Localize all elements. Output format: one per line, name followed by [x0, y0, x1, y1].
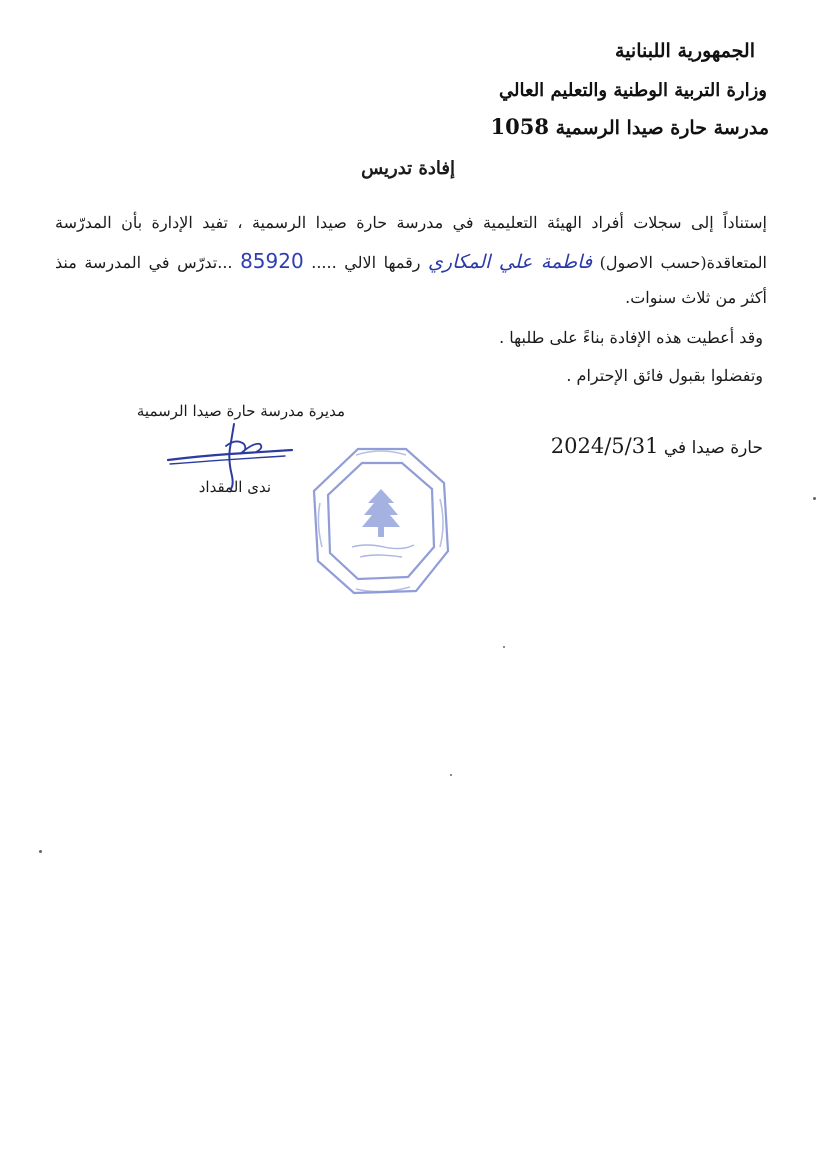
handwritten-signature [160, 420, 300, 490]
director-name: ندى المقداد [198, 478, 271, 496]
country-heading: الجمهورية اللبنانية [615, 40, 755, 62]
scan-speck [813, 497, 816, 500]
line2-start: المتعاقدة(حسب الاصول) [599, 253, 767, 272]
director-title: مديرة مدرسة حارة صيدا الرسمية [136, 402, 345, 420]
place-label: حارة صيدا في [663, 438, 763, 458]
scan-speck [39, 850, 42, 853]
body-line-3: أكثر من ثلاث سنوات. [625, 288, 767, 307]
ministry-heading: وزارة التربية الوطنية والتعليم العالي [499, 80, 767, 101]
line2-mid: رقمها الالي ..... [311, 253, 421, 272]
teacher-name-handwritten: فاطمة علي المكاري [428, 251, 593, 273]
body-line-1: إستناداً إلى سجلات أفراد الهيئة التعليمية في مدرسة حارة صيدا الرسمية ، تفيد الإدارة بأن المدرّسة [55, 213, 767, 232]
school-name: مدرسة حارة صيدا الرسمية [555, 117, 769, 139]
line2-end: ...تدرّس في المدرسة منذ [55, 253, 233, 272]
body-line-5: وتفضلوا بقبول فائق الإحترام . [566, 366, 763, 385]
teacher-number-handwritten: 85920 [240, 249, 304, 273]
document-title: إفادة تدريس [361, 158, 455, 179]
issue-date: 2024/5/31 [550, 434, 659, 458]
body-line-4: وقد أعطيت هذه الإفادة بناءً على طلبها . [499, 328, 763, 347]
scan-speck [503, 646, 505, 648]
scan-speck [450, 774, 452, 776]
official-stamp-seal [306, 443, 456, 601]
school-heading [490, 114, 769, 139]
school-number: 1058 [490, 114, 549, 139]
place-date [551, 434, 763, 458]
body-line-2 [55, 249, 767, 273]
